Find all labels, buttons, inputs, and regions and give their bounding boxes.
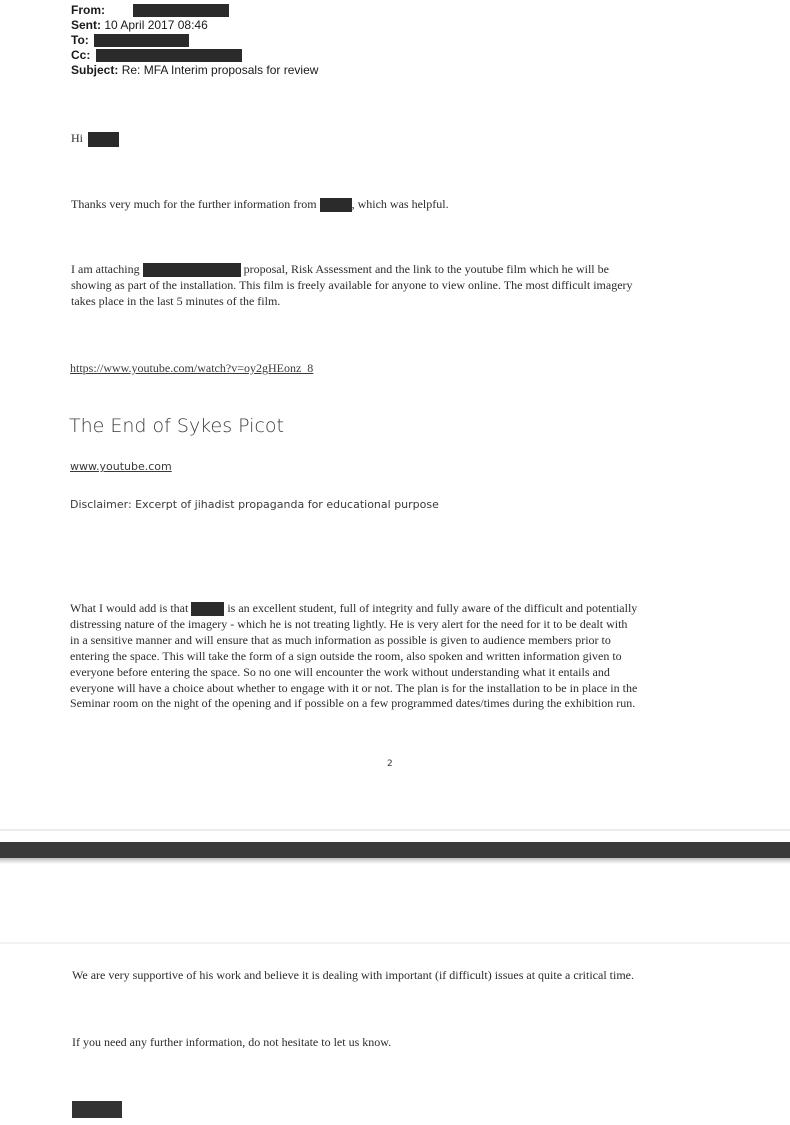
paragraph-supportive: We are very supportive of his work and believe it is dealing with important (if difficult) issues at quite a critical time. [72,968,634,982]
para3-line: in a sensitive manner and will ensure that as much information as possible is given to audience members prior to [70,632,611,647]
paragraph-attaching [71,262,790,310]
scan-artifact-line [0,942,790,944]
to-redaction [94,34,189,47]
sent-value: 10 April 2017 08:46 [104,18,208,32]
from-redaction [133,4,229,17]
paragraph-thanks [71,197,771,212]
subject-label: Subject: [71,63,119,77]
youtube-link[interactable]: https://www.youtube.com/watch?v=oy2gHEonz_8 [70,361,314,375]
greeting [71,131,119,147]
para2-name-redaction [143,263,241,277]
cc-row [71,48,471,63]
para1-text-start: Thanks very much for the further information from [71,197,317,211]
para3-start: What I would add is that [70,601,189,615]
to-row [71,33,471,48]
subject-value: Re: MFA Interim proposals for review [121,63,319,77]
subject-row [71,63,471,78]
para3-name-redaction [191,602,224,616]
greeting-name-redaction [88,132,119,147]
para3-line: distressing nature of the imagery - which he is not treating lightly. He is very alert for the need for it to be dealt with [70,616,628,631]
greeting-text: Hi [71,131,83,145]
para2-line-3: takes place in the last 5 minutes of the film. [71,293,281,308]
from-row [71,3,471,18]
sent-label: Sent: [71,18,101,32]
para2-line-2: showing as part of the installation. This film is freely available for anyone to view online. The most difficult imagery [71,277,633,292]
email-header [71,3,471,78]
para3-line: Seminar room on the night of the opening and if possible on a few programmed dates/times during the exhibition run. [70,696,636,711]
to-label: To: [71,33,89,47]
scan-artifact-line [0,829,790,831]
paragraph-student [70,601,790,712]
cc-redaction [96,49,242,62]
para3-line: entering the space. This will take the form of a sign outside the room, also spoken and written information given to [70,648,622,663]
video-disclaimer: Disclaimer: Excerpt of jihadist propaganda for educational purpose [70,498,439,511]
para3-line: everyone will have a choice about whether to engage with it or not. The plan is for the installation to be in place in the [70,680,638,695]
para2-line-1 [71,262,790,278]
video-site-link[interactable]: www.youtube.com [70,460,172,473]
page-separator [0,842,790,858]
para3-line: everyone before entering the space. So no one will encounter the work without understanding what it entails and [70,664,610,679]
para2-line1-rest: proposal, Risk Assessment and the link to the youtube film which he will be [243,262,609,276]
para3-line-1 [70,601,790,617]
para3-line1-rest: is an excellent student, full of integrity and fully aware of the difficult and potentially [227,601,638,615]
page-separator-shadow [0,858,790,864]
paragraph-further-info: If you need any further information, do not hesitate to let us know. [72,1035,392,1049]
video-title[interactable]: The End of Sykes Picot [69,415,284,437]
para1-text-end: , which was helpful. [351,197,449,211]
sent-row [71,18,471,33]
cc-label: Cc: [71,48,91,62]
signature-redaction [72,1101,122,1118]
from-label: From: [71,3,105,17]
page-number: 2 [387,759,393,769]
para1-name-redaction [320,198,352,212]
para2-start: I am attaching [71,262,140,276]
